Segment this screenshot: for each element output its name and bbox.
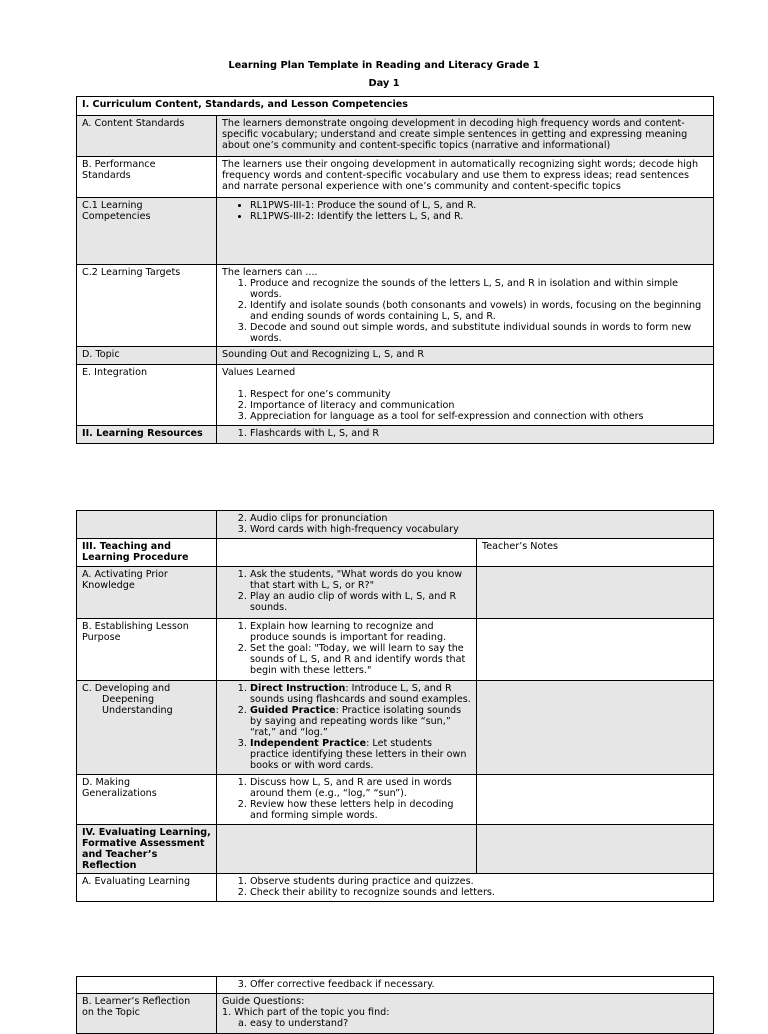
- list-item: • RL1PWS-III-2: Identify the letters L, S, and R.: [250, 211, 708, 222]
- row-label-purpose: B. Establishing Lesson Purpose: [77, 619, 217, 681]
- section-heading-resources: II. Learning Resources: [77, 426, 217, 444]
- reflection-cell: Guide Questions: 1. Which part of the topic you find: a. easy to understand?: [217, 994, 714, 1034]
- purpose-cell: [217, 619, 477, 681]
- evaluating-continued-cell: [217, 977, 714, 994]
- competencies-cell: [217, 198, 714, 265]
- teachers-notes-cell: [477, 681, 714, 775]
- resources-continued-cell: [217, 511, 714, 539]
- content-standards-text: The learners demonstrate ongoing development in decoding high frequency words and content-specific vocabulary; understand and create simple sentences in getting and expressing meaning about one’s community and content-specific topics (narrative and informational): [217, 116, 714, 157]
- resources-cell: [217, 426, 714, 444]
- list-item: 2. Set the goal: "Today, we will learn to say the sounds of L, S, and R and identify words that begin with these letters.": [250, 643, 471, 676]
- activating-cell: [217, 567, 477, 619]
- curriculum-table: [76, 96, 714, 444]
- topic-text: Sounding Out and Recognizing L, S, and R: [217, 347, 714, 365]
- row-label-generalizations: D. Making Generalizations: [77, 775, 217, 825]
- list-item: 3. Independent Practice: Let students practice identifying these letters in their own books or with word cards.: [250, 738, 471, 771]
- teachers-notes-cell: [477, 775, 714, 825]
- section-heading-curriculum: I. Curriculum Content, Standards, and Lesson Competencies: [77, 97, 714, 116]
- list-item: 1. Explain how learning to recognize and produce sounds is important for reading.: [250, 621, 471, 643]
- reflection-table: [76, 976, 714, 1034]
- list-item: 3. Offer corrective feedback if necessary.: [250, 979, 708, 990]
- row-label-competencies: C.1 Learning Competencies: [77, 198, 217, 265]
- section-heading-evaluating: IV. Evaluating Learning, Formative Assessment and Teacher’s Reflection: [77, 825, 217, 874]
- row-label-targets: C.2 Learning Targets: [77, 265, 217, 347]
- list-item: 2. Review how these letters help in decoding and forming simple words.: [250, 799, 471, 821]
- list-item: 3. Decode and sound out simple words, and substitute individual sounds in words to form new words.: [250, 322, 708, 344]
- row-label-reflection: B. Learner’s Reflection on the Topic: [77, 994, 217, 1034]
- list-item: 2. Check their ability to recognize sounds and letters.: [250, 887, 708, 898]
- list-item: 3. Word cards with high-frequency vocabulary: [250, 524, 708, 535]
- list-item: 1. Respect for one’s community: [250, 389, 708, 400]
- row-label-developing: C. Developing and Deepening Understanding: [77, 681, 217, 775]
- generalizations-cell: [217, 775, 477, 825]
- integration-cell: Values Learned 1. Respect for one’s community 2. Importance of literacy and communication 3. Appreciation for language as a tool for self-expression and connection with others: [217, 365, 714, 426]
- list-item: 1. Produce and recognize the sounds of the letters L, S, and R in isolation and within simple words.: [250, 278, 708, 300]
- teachers-notes-cell: [477, 619, 714, 681]
- list-item: 2. Importance of literacy and communication: [250, 400, 708, 411]
- list-item: 2. Play an audio clip of words with L, S, and R sounds.: [250, 591, 471, 613]
- developing-cell: [217, 681, 477, 775]
- list-item: 1. Ask the students, "What words do you know that start with L, S, or R?": [250, 569, 471, 591]
- evaluating-cell: [217, 874, 714, 902]
- list-item: 1. Observe students during practice and quizzes.: [250, 876, 708, 887]
- teachers-notes-heading: Teacher’s Notes: [477, 539, 714, 567]
- list-item: 2. Identify and isolate sounds (both consonants and vowels) in words, focusing on the beginning and ending sounds of words containing L, S, and R.: [250, 300, 708, 322]
- row-label-evaluating: A. Evaluating Learning: [77, 874, 217, 902]
- row-label-performance-standards: B. Performance Standards: [77, 157, 217, 198]
- list-item: 1. Flashcards with L, S, and R: [250, 428, 708, 439]
- list-item: 2. Audio clips for pronunciation: [250, 513, 708, 524]
- row-label-integration: E. Integration: [77, 365, 217, 426]
- list-item: 1. Discuss how L, S, and R are used in words around them (e.g., “log,” “sun”).: [250, 777, 471, 799]
- page-title: Learning Plan Template in Reading and Literacy Grade 1: [228, 60, 540, 71]
- performance-standards-text: The learners use their ongoing development in automatically recognizing sight words; decode high frequency words and content-specific vocabulary and use them to express ideas; read sentences and narrate personal experience with one’s community and content-specific topics: [217, 157, 714, 198]
- list-item: 2. Guided Practice: Practice isolating sounds by saying and repeating words like “sun,” “rat,” and “log.”: [250, 705, 471, 738]
- row-label-content-standards: A. Content Standards: [77, 116, 217, 157]
- list-item: • RL1PWS-III-1: Produce the sound of L, S, and R.: [250, 200, 708, 211]
- procedure-table: [76, 510, 714, 902]
- list-item: 1. Direct Instruction: Introduce L, S, and R sounds using flashcards and sound examples.: [250, 683, 471, 705]
- page-subtitle: Day 1: [368, 78, 400, 89]
- list-item: 3. Appreciation for language as a tool for self-expression and connection with others: [250, 411, 708, 422]
- row-label-activating: A. Activating Prior Knowledge: [77, 567, 217, 619]
- section-heading-procedure: III. Teaching and Learning Procedure: [77, 539, 217, 567]
- teachers-notes-cell: [477, 567, 714, 619]
- row-label-topic: D. Topic: [77, 347, 217, 365]
- targets-cell: The learners can .... 1. Produce and recognize the sounds of the letters L, S, and R in isolation and within simple words. 2. Identify and isolate sounds (both consonants and vowels) in words, focusing on the beginning and ending sounds of words containing L, S, and R. 3. Decode and sound out simple words, and substitute individual sounds in words to form new words.: [217, 265, 714, 347]
